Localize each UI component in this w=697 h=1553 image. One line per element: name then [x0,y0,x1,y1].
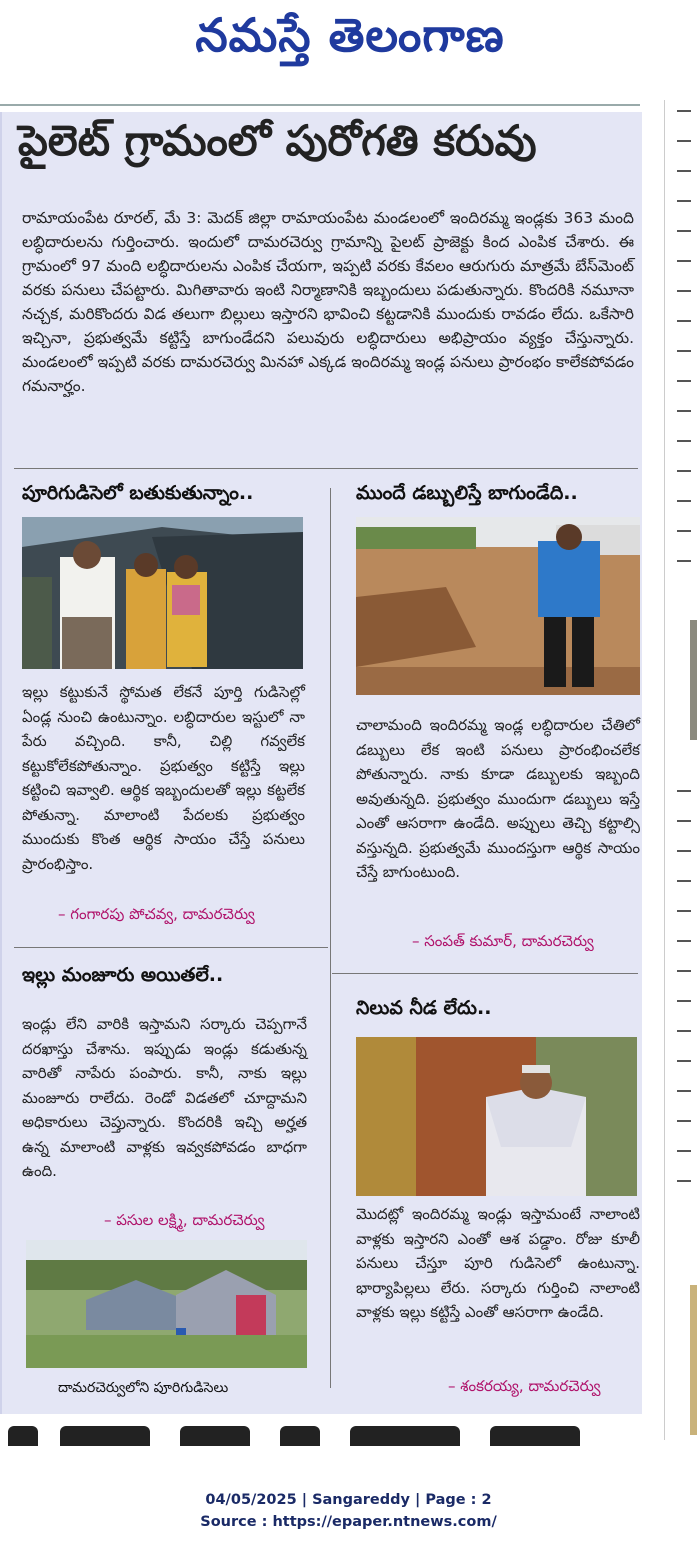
article-lead: రామాయంపేట రూరల్, మే 3: మెదక్ జిల్లా రామాయంపేట మండలంలో ఇందిరమ్మ ఇండ్లకు 363 మంది లబ్ధిదారులను గుర్తించారు. ఇందులో దామరచెర్వు గ్రామాన్ని పైలట్ ప్రాజెక్టు కింద ఎంపిక చేశారు. ఈ గ్రామంలో 97 మంది లబ్ధిదారులను ఎంపిక చేయగా, ఇప్పటి వరకు కేవలం ఆరుగురు మాత్రమే బేస్‌మెంట్ వరకు పనులు చేపట్టారు. మిగితావారు ఇంటి నిర్మాణానికి ఇబ్బందులు పడుతున్నారు. కొందరికి నమూనా నచ్చక, మరికొందరు విడ తలుగా బిల్లులు ఇస్తారని భావించి కట్టడానికి ముందుకు రావడం లేదు. ఒకేసారి ఇచ్చినా, ప్రభుత్వమే కట్టిస్తే బాగుండేదని పలువురు లబ్ధిదారులు అభిప్రాయం వ్యక్తం చేస్తున్నారు. మండలంలో ఇప్పటి వరకు దామరచెర్వు మినహా ఎక్కడ ఇందిరమ్మ ఇండ్ల పనులు ప్రారంభం కాలేకపోవడం గమనార్హం. [22,209,634,395]
photo-caption: దామరచెర్వులోని పూరిగుడిసెలు [58,1380,229,1396]
column-divider [330,488,331,1388]
story-photo-couple-hut [22,517,303,669]
section-divider [14,468,638,469]
story-photo-man-site [356,517,640,695]
story-heading: ఇల్లు మంజూరు అయితలే.. [22,964,224,986]
story-byline: – శంకరయ్య, దామరచెర్వు [448,1377,601,1395]
story-heading: నిలువ నీడ లేదు.. [356,997,492,1019]
story-body: ఇల్లు కట్టుకునే స్థోమత లేకనే పూర్తి గుడిసెల్లో ఏండ్ల నుంచి ఉంటున్నాం. లబ్ధిదారుల ఇస్టులో నా పేరు వచ్చింది. కానీ, చిల్లి గవ్వలేక కట్టుకోలేకపోతున్నాం. ప్రభుత్వం కట్టిస్తే ఇల్లు కట్టించి ఇవ్వాలి. ఆర్థిక ఇబ్బందులతో ఇల్లు కట్టలేక పోతున్నా. మాలాంటి పేదలకు ప్రభుత్వం ముందుకు కొంత ఆర్థిక సాయం చేస్తే పనులు ప్రారంభిస్తాం. [22,683,305,873]
footer-date-line: 04/05/2025 | Sangareddy | Page : 2 [205,1492,492,1508]
story-body: చాలామంది ఇందిరమ్మ ఇండ్ల లబ్ధిదారుల చేతిలో డబ్బులు లేక ఇంటి పనులు ప్రారంభించలేక పోతున్నారు. నాకు కూడా డబ్బులకు ఇబ్బంది అవుతున్నది. ప్రభుత్వం ముందుగా డబ్బులు ఇస్తే ఎంతో ఆసరాగా ఉండేది. అప్పులు తెచ్చి కట్టాల్సి వస్తున్నది. ప్రభుత్వమే ముందస్తుగా ఆర్థిక సాయం చేస్తే బాగుంటుంది. [356,716,640,881]
next-article-cropped-headline [0,1418,640,1446]
story-body: మొదట్లో ఇందిరమ్మ ఇండ్లు ఇస్తామంటే నాలాంటి వాళ్లకు ఇస్తారని ఎంతో ఆశ పడ్డాం. రోజు కూలీ పనులు చేస్తూ పూరి గుడిసెలో ఉంటున్నా. భార్యాపిల్లలు లేరు. సర్కారు గుర్తించి నాలాంటి వాళ్లకు ఇల్లు కట్టిస్తే ఎంతో ఆసరాగా ఉండేది. [356,1205,640,1321]
article-headline: పైలెట్ గ్రామంలో పురోగతి కరువు [18,116,537,165]
story-byline: – గంగారపు పోచవ్వ, దామరచెర్వు [58,905,255,923]
story-photo-old-man [356,1037,637,1196]
newspaper-name: నమస్తే తెలంగాణ [195,8,505,62]
adjacent-column-edge [664,100,697,1440]
story-byline: – సంపత్ కుమార్, దామరచెర్వు [412,932,594,950]
adjacent-photo [690,620,697,740]
story-photo-huts [26,1240,307,1368]
adjacent-photo [690,1285,697,1435]
masthead-rule [0,104,640,106]
masthead [0,0,697,100]
footer-source-line: Source : https://epaper.ntnews.com/ [200,1514,497,1530]
story-divider [14,947,328,948]
story-divider [332,973,638,974]
story-body: ఇండ్లు లేని వారికి ఇస్తామని సర్కారు చెప్పగానే దరఖాస్తు చేశాను. ఇప్పుడు ఇండ్లు కడుతున్న వారితో నాపేరు పంపారు. కానీ, నాకు ఇల్లు మంజూరు రాలేదు. రెండో విడతలో చూద్దామని అధికారులు చెప్తున్నారు. కొందరికి ఇచ్చి అర్హత ఉన్న మాలాంటి వాళ్లకు ఇవ్వకపోవడం బాధగా ఉంది. [22,1015,307,1180]
story-heading: ముందే డబ్బులిస్తే బాగుండేది.. [356,482,578,504]
story-heading: పూరిగుడిసెలో బతుకుతున్నాం.. [22,482,254,504]
story-byline: – పసుల లక్ష్మి, దామరచెర్వు [104,1211,265,1229]
